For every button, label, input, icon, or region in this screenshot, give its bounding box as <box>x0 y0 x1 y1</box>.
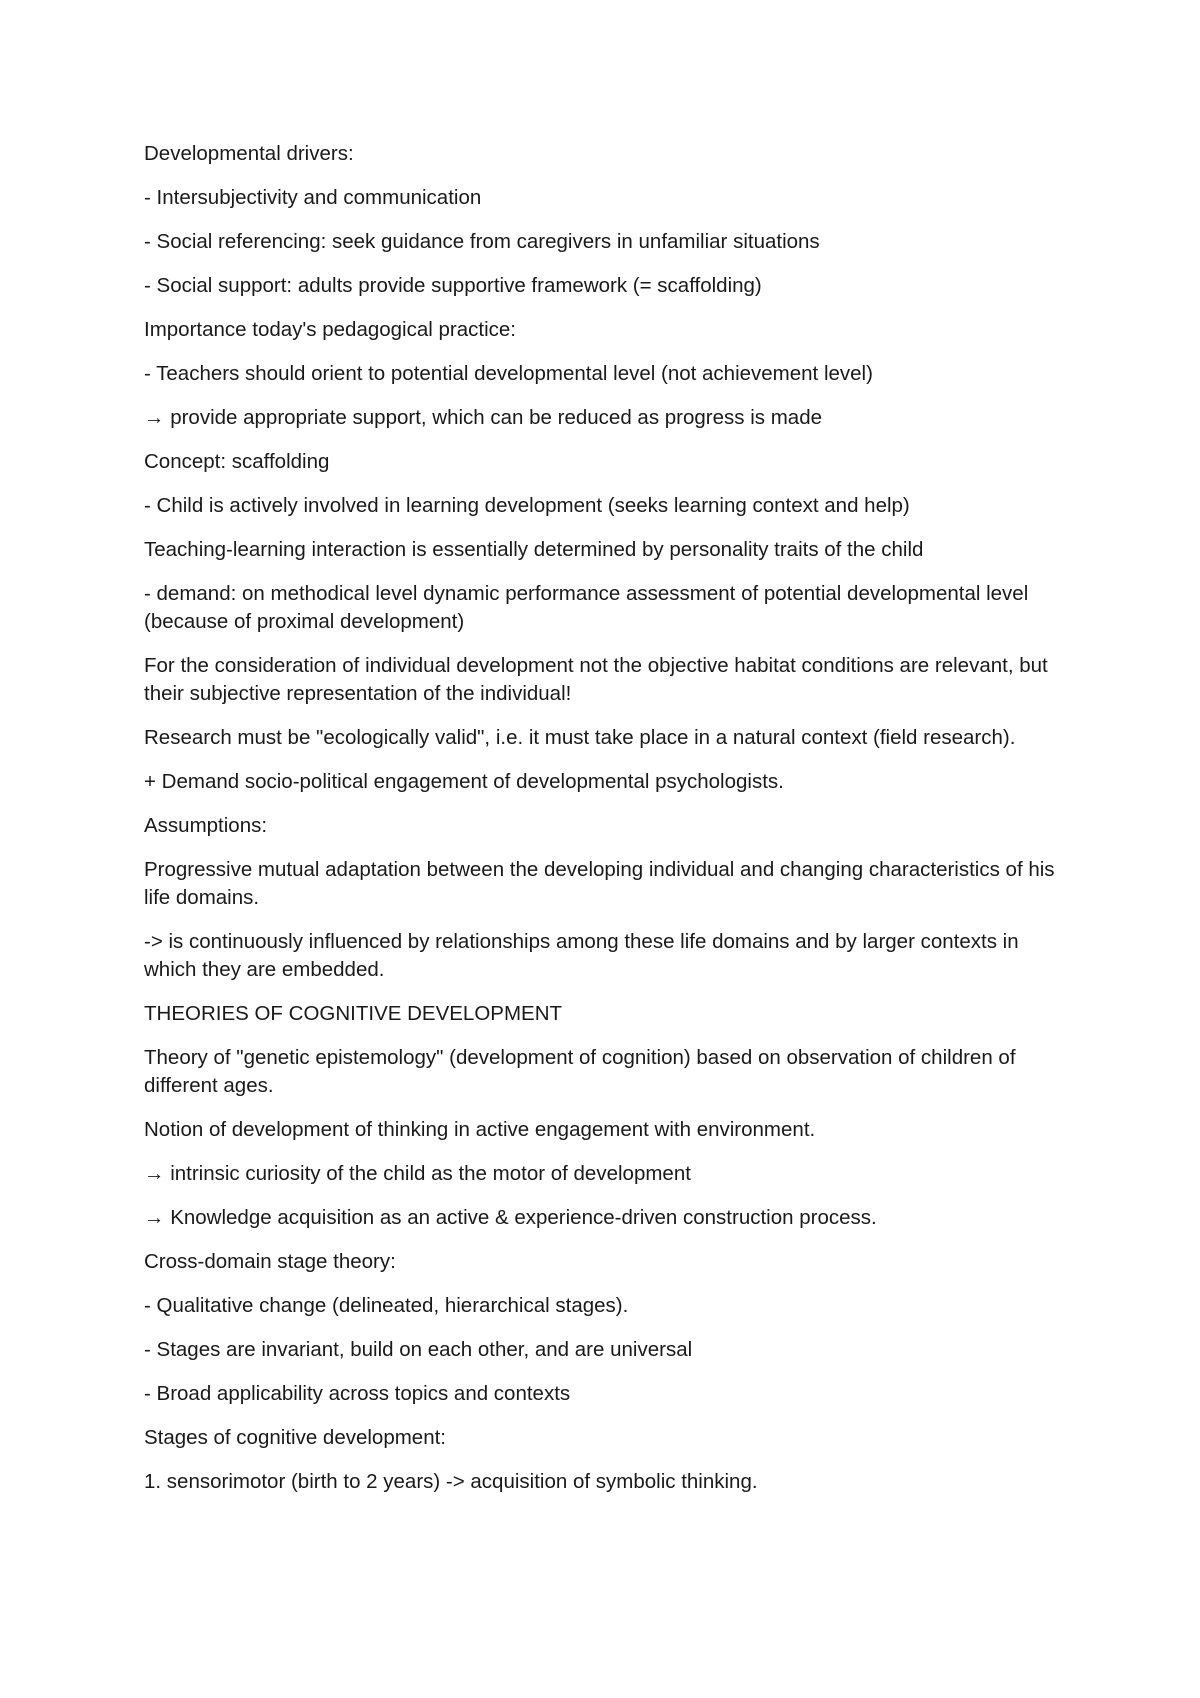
paragraph-teaching-learning: Teaching-learning interaction is essentially determined by personality traits of the child <box>144 538 924 561</box>
list-item-intersubjectivity: - Intersubjectivity and communication <box>144 186 482 209</box>
list-item-qualitative-change: - Qualitative change (delineated, hierarchical stages). <box>144 1294 629 1317</box>
list-item-sensorimotor: 1. sensorimotor (birth to 2 years) -> acquisition of symbolic thinking. <box>144 1470 758 1493</box>
document-page <box>144 140 1064 1512</box>
list-item-broad-applicability: - Broad applicability across topics and contexts <box>144 1382 571 1405</box>
paragraph-genetic-epistemology: Theory of "genetic epistemology" (development of cognition) based on observation of children of different ages. <box>144 1046 1016 1097</box>
paragraph-notion-of-development: Notion of development of thinking in active engagement with environment. <box>144 1118 816 1141</box>
paragraph-ecologically-valid: Research must be "ecologically valid", i.e. it must take place in a natural context (field research). <box>144 726 1016 749</box>
list-item-social-referencing: - Social referencing: seek guidance from caregivers in unfamiliar situations <box>144 230 820 253</box>
heading-concept-scaffolding: Concept: scaffolding <box>144 450 330 473</box>
arrow-item-knowledge-acquisition: → Knowledge acquisition as an active & experience-driven construction process. <box>144 1206 877 1229</box>
list-item-social-support: - Social support: adults provide supportive framework (= scaffolding) <box>144 274 762 297</box>
paragraph-individual-development: For the consideration of individual development not the objective habitat conditions are relevant, but their subjective representation of the individual! <box>144 654 1048 705</box>
heading-assumptions: Assumptions: <box>144 814 268 837</box>
paragraph-socio-political: + Demand socio-political engagement of developmental psychologists. <box>144 770 784 793</box>
arrow-item-appropriate-support: → provide appropriate support, which can be reduced as progress is made <box>144 406 823 429</box>
heading-theories-cognitive-development: THEORIES OF COGNITIVE DEVELOPMENT <box>144 1002 563 1025</box>
paragraph-mutual-adaptation: Progressive mutual adaptation between the developing individual and changing characteristics of his life domains. <box>144 858 1055 909</box>
list-item-teachers-orient: - Teachers should orient to potential developmental level (not achievement level) <box>144 362 873 385</box>
arrow-item-intrinsic-curiosity: → intrinsic curiosity of the child as the motor of development <box>144 1162 691 1185</box>
paragraph-continuously-influenced: -> is continuously influenced by relationships among these life domains and by larger contexts in which they are embedded. <box>144 930 1019 981</box>
heading-stages-cognitive-development: Stages of cognitive development: <box>144 1426 446 1449</box>
list-item-child-involved: - Child is actively involved in learning development (seeks learning context and help) <box>144 494 910 517</box>
list-item-demand-assessment: - demand: on methodical level dynamic performance assessment of potential developmental level (because of proximal development) <box>144 582 1029 633</box>
heading-pedagogical-practice: Importance today's pedagogical practice: <box>144 318 516 341</box>
heading-developmental-drivers: Developmental drivers: <box>144 142 354 165</box>
heading-cross-domain-stage-theory: Cross-domain stage theory: <box>144 1250 396 1273</box>
list-item-stages-invariant: - Stages are invariant, build on each other, and are universal <box>144 1338 693 1361</box>
